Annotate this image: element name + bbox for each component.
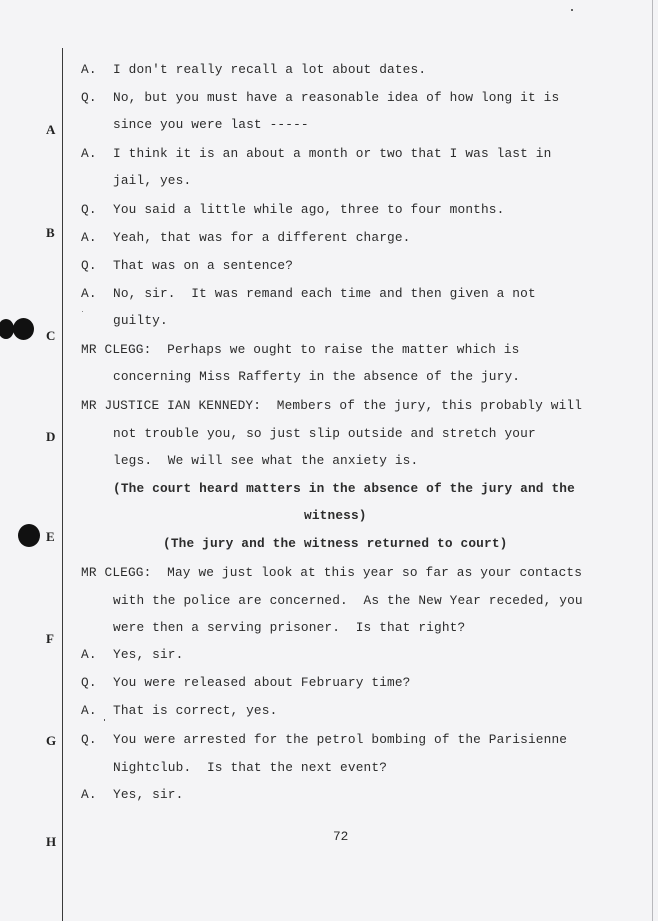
page-number: 72	[333, 829, 349, 844]
line-prefix: A.	[81, 647, 97, 662]
line-text: since you were last -----	[113, 117, 309, 132]
page-edge	[652, 0, 653, 921]
line-prefix: Q.	[81, 675, 97, 690]
margin-letter-e: E	[46, 529, 55, 544]
line-prefix: Q.	[81, 258, 97, 273]
line-text: You were released about February time?	[113, 675, 411, 690]
margin-rule	[62, 48, 63, 921]
line-prefix: Q.	[81, 90, 97, 105]
stage-direction: (The jury and the witness returned to court)	[163, 536, 508, 551]
line-text: Nightclub. Is that the next event?	[113, 760, 388, 775]
scan-speck	[104, 719, 105, 721]
line-text: concerning Miss Rafferty in the absence of the jury.	[113, 369, 521, 384]
speaker-line: MR JUSTICE IAN KENNEDY: Members of the jury, this probably will	[81, 398, 583, 413]
margin-letter-f: F	[46, 631, 54, 646]
line-text: Yes, sir.	[113, 647, 184, 662]
line-text: You said a little while ago, three to four months.	[113, 202, 505, 217]
margin-letter-g: G	[46, 733, 57, 748]
line-text: You were arrested for the petrol bombing of the Parisienne	[113, 732, 568, 747]
stage-direction: witness)	[304, 508, 367, 523]
line-prefix: A.	[81, 787, 97, 802]
line-prefix: A.	[81, 286, 97, 301]
line-text: guilty.	[113, 313, 168, 328]
stage-direction: (The court heard matters in the absence of the jury and the	[113, 481, 575, 496]
line-text: jail, yes.	[113, 173, 192, 188]
line-text: Yes, sir.	[113, 787, 184, 802]
line-text: legs. We will see what the anxiety is.	[113, 453, 419, 468]
scan-speck	[571, 9, 573, 11]
line-text: That is correct, yes.	[113, 703, 278, 718]
line-prefix: A.	[81, 62, 97, 77]
line-text: Yeah, that was for a different charge.	[113, 230, 411, 245]
line-text: were then a serving prisoner. Is that right?	[113, 620, 466, 635]
line-prefix: Q.	[81, 202, 97, 217]
margin-letter-d: D	[46, 429, 56, 444]
speaker-line: MR CLEGG: Perhaps we ought to raise the matter which is	[81, 342, 520, 357]
punch-hole	[0, 319, 14, 339]
margin-letter-a: A	[46, 122, 56, 137]
line-text: not trouble you, so just slip outside and stretch your	[113, 426, 536, 441]
line-prefix: A.	[81, 703, 97, 718]
line-text: That was on a sentence?	[113, 258, 294, 273]
line-text: No, sir. It was remand each time and then given a not	[113, 286, 536, 301]
line-text: I don't really recall a lot about dates.	[113, 62, 427, 77]
punch-hole	[18, 524, 40, 547]
line-prefix: A.	[81, 146, 97, 161]
scan-speck	[82, 311, 83, 312]
margin-letter-h: H	[46, 834, 57, 849]
line-text: with the police are concerned. As the New Year receded, you	[113, 593, 583, 608]
line-prefix: Q.	[81, 732, 97, 747]
line-text: I think it is an about a month or two that I was last in	[113, 146, 552, 161]
margin-letter-c: C	[46, 328, 56, 343]
speaker-line: MR CLEGG: May we just look at this year so far as your contacts	[81, 565, 583, 580]
line-text: No, but you must have a reasonable idea of how long it is	[113, 90, 560, 105]
margin-letter-b: B	[46, 225, 55, 240]
line-prefix: A.	[81, 230, 97, 245]
punch-hole	[13, 318, 34, 340]
